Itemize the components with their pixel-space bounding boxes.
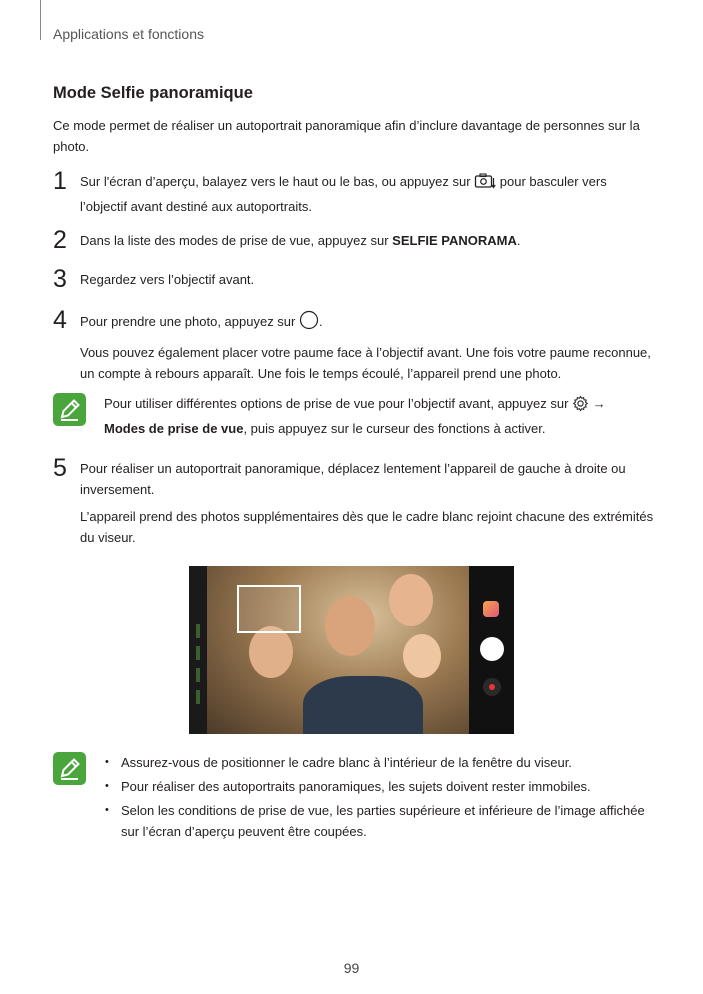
step-text: Regardez vers l’objectif avant. (80, 272, 255, 287)
menu-name: Modes de prise de vue (104, 421, 244, 436)
shutter-button-icon (299, 310, 319, 336)
panorama-frame (237, 585, 301, 633)
step-2 (53, 226, 653, 254)
step-text (80, 171, 655, 217)
note-text-pre: Pour utiliser différentes options de prise de vue pour l’objectif avant, appuyez sur (104, 396, 573, 411)
face (249, 626, 293, 678)
step-text-pre: Pour prendre une photo, appuyez sur (80, 314, 299, 329)
bullet-item: • Assurez-vous de positionner le cadre blanc à l’intérieur de la fenêtre du viseur. (104, 752, 654, 773)
step-text (80, 230, 655, 251)
note-text (104, 393, 654, 439)
step-3 (53, 265, 653, 293)
left-toolbar (189, 566, 207, 734)
step-text-pre: Sur l'écran d’aperçu, balayez vers le haut ou le bas, ou appuyez sur (80, 174, 475, 189)
section-title: Mode Selfie panoramique (53, 84, 253, 102)
record-button (483, 678, 501, 696)
mode-name: SELFIE PANORAMA (392, 233, 517, 248)
page-number: 99 (343, 960, 360, 976)
arrow-symbol: → (589, 396, 606, 411)
effects-icon (483, 601, 499, 617)
step-text-post: pour basculer vers l’objectif avant destiné aux autoportraits. (80, 174, 607, 214)
bullet-item: • Pour réaliser des autoportraits panoramiques, les sujets doivent rester immobiles. (104, 776, 654, 797)
header-title: Applications et fonctions (53, 26, 204, 42)
step-4 (53, 306, 653, 384)
step-number: 2 (53, 226, 67, 254)
camera-preview-image (189, 566, 514, 734)
note-box (53, 752, 653, 845)
step-text (80, 458, 655, 548)
note-bullets (104, 752, 654, 842)
camera-controls (469, 566, 514, 734)
note-box (53, 393, 653, 439)
step-text (80, 310, 655, 384)
step-text-pre: Dans la liste des modes de prise de vue, appuyez sur (80, 233, 393, 248)
step-number: 1 (53, 167, 67, 195)
step-text-main: Pour réaliser un autoportrait panoramique, déplacez lentement l’appareil de gauche à droite ou inversement. (80, 461, 626, 497)
gear-icon (572, 395, 589, 418)
note-pencil-icon (53, 393, 86, 426)
step-detail: L’appareil prend des photos supplémentaires dès que le cadre blanc rejoint chacune des extrémités du viseur. (80, 509, 654, 545)
step-number: 4 (53, 306, 67, 334)
note-text-post: , puis appuyez sur le curseur des fonctions à activer. (243, 421, 546, 436)
face (389, 574, 433, 626)
switch-camera-icon (474, 172, 496, 196)
shirt (303, 676, 423, 734)
selfie-scene (207, 566, 469, 734)
step-text-post: . (516, 233, 521, 248)
section-intro: Ce mode permet de réaliser un autoportrait panoramique afin d’inclure davantage de personnes sur la photo. (53, 118, 640, 154)
step-number: 3 (53, 265, 67, 293)
face (325, 596, 375, 656)
note-pencil-icon (53, 752, 86, 785)
step-text-post: . (318, 314, 323, 329)
step-5 (53, 454, 654, 548)
face (403, 634, 441, 678)
step-number: 5 (53, 454, 67, 482)
step-detail: Vous pouvez également placer votre paume face à l’objectif avant. Une fois votre paume reconnue, un compte à rebours apparaît. Une fois le temps écoulé, l’appareil prend une photo. (80, 345, 651, 381)
step-1 (53, 167, 653, 217)
shutter-button (480, 637, 504, 661)
header-rule (40, 0, 41, 40)
bullet-item: • Selon les conditions de prise de vue, les parties supérieure et inférieure de l’image affichée sur l’écran d’aperçu peuvent être coupées. (104, 800, 654, 842)
